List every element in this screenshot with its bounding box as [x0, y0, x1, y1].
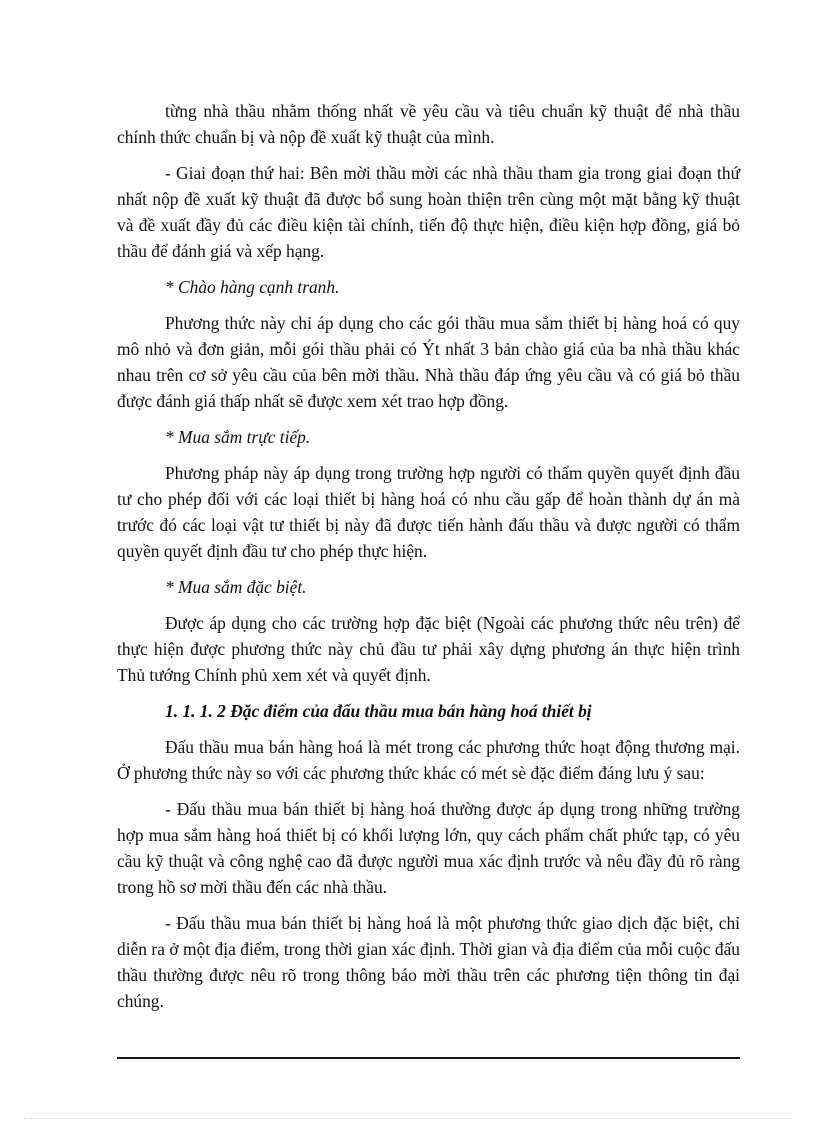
paragraph-characteristic-two: - Đấu thầu mua bán thiết bị hàng hoá là một phương thức giao dịch đặc biệt, chỉ diễn ra ở một địa điểm, trong thời gian xác định. Thời gian và địa điểm của mỗi cuộc đấu thầu thường được nêu rõ trong thông báo mời thầu trên các phương tiện thông tin đại chúng.	[117, 913, 740, 1011]
footer-divider	[117, 1057, 740, 1059]
paragraph-competitive-offer: Phương thức này chỉ áp dụng cho các gói thầu mua sắm thiết bị hàng hoá có quy mô nhỏ và đơn giản, mỗi gói thầu phải có Ýt nhất 3 bản chào giá của ba nhà thầu khác nhau trên cơ sở yêu cầu của bên mời thầu. Nhà thầu đáp ứng yêu cầu và có giá bỏ thầu được đánh giá thấp nhất sẽ được xem xét trao hợp đồng.	[117, 313, 740, 411]
paragraph-stage-two: - Giai đoạn thứ hai: Bên mời thầu mời các nhà thầu tham gia trong giai đoạn thứ nhất nộp đề xuất kỹ thuật đã được bổ sung hoàn thiện trên cùng một mặt bằng kỹ thuật và đề xuất đầy đủ các điều kiện tài chính, tiến độ thực hiện, điều kiện hợp đồng, giá bỏ thầu để đánh giá và xếp hạng.	[117, 163, 740, 261]
subheading-competitive-offer: * Chào hàng cạnh tranh.	[165, 277, 340, 297]
paragraph-direct-purchase: Phương pháp này áp dụng trong trường hợp người có thẩm quyền quyết định đầu tư cho phép đối với các loại thiết bị hàng hoá có nhu cầu gấp để hoàn thành dự án mà trước đó các loại vật tư thiết bị này đã được tiến hành đấu thầu và được người có thẩm quyền quyết định đầu tư cho phép thực hiện.	[117, 463, 740, 561]
section-heading: 1. 1. 1. 2 Đặc điểm của đấu thầu mua bán hàng hoá thiết bị	[165, 701, 592, 721]
paragraph-special-purchase: Được áp dụng cho các trường hợp đặc biệt (Ngoài các phương thức nêu trên) để thực hiện được phương thức này chủ đầu tư phải xây dựng phương án thực hiện trình Thủ tướng Chính phủ xem xét và quyết định.	[117, 613, 740, 685]
page-bottom-edge	[24, 1118, 792, 1119]
paragraph-characteristic-one: - Đấu thầu mua bán thiết bị hàng hoá thường được áp dụng trong những trường hợp mua sắm hàng hoá thiết bị có khối lượng lớn, quy cách phẩm chất phức tạp, có yêu cầu kỹ thuật và công nghệ cao đã được người mua xác định trước và nêu đầy đủ rõ ràng trong hồ sơ mời thầu đến các nhà thầu.	[117, 799, 740, 897]
subheading-direct-purchase: * Mua sắm trực tiếp.	[165, 427, 311, 447]
paragraph-characteristics: Đấu thầu mua bán hàng hoá là mét trong các phương thức hoạt động thương mại. Ở phương thức này so với các phương thức khác có mét sè đặc điểm đáng lưu ý sau:	[117, 737, 740, 783]
paragraph-continuation: từng nhà thầu nhằm thống nhất về yêu cầu và tiêu chuẩn kỹ thuật để nhà thầu chính thức chuẩn bị và nộp đề xuất kỹ thuật của mình.	[117, 101, 740, 147]
document-page	[117, 98, 740, 1024]
subheading-special-purchase: * Mua sắm đặc biệt.	[165, 577, 307, 597]
